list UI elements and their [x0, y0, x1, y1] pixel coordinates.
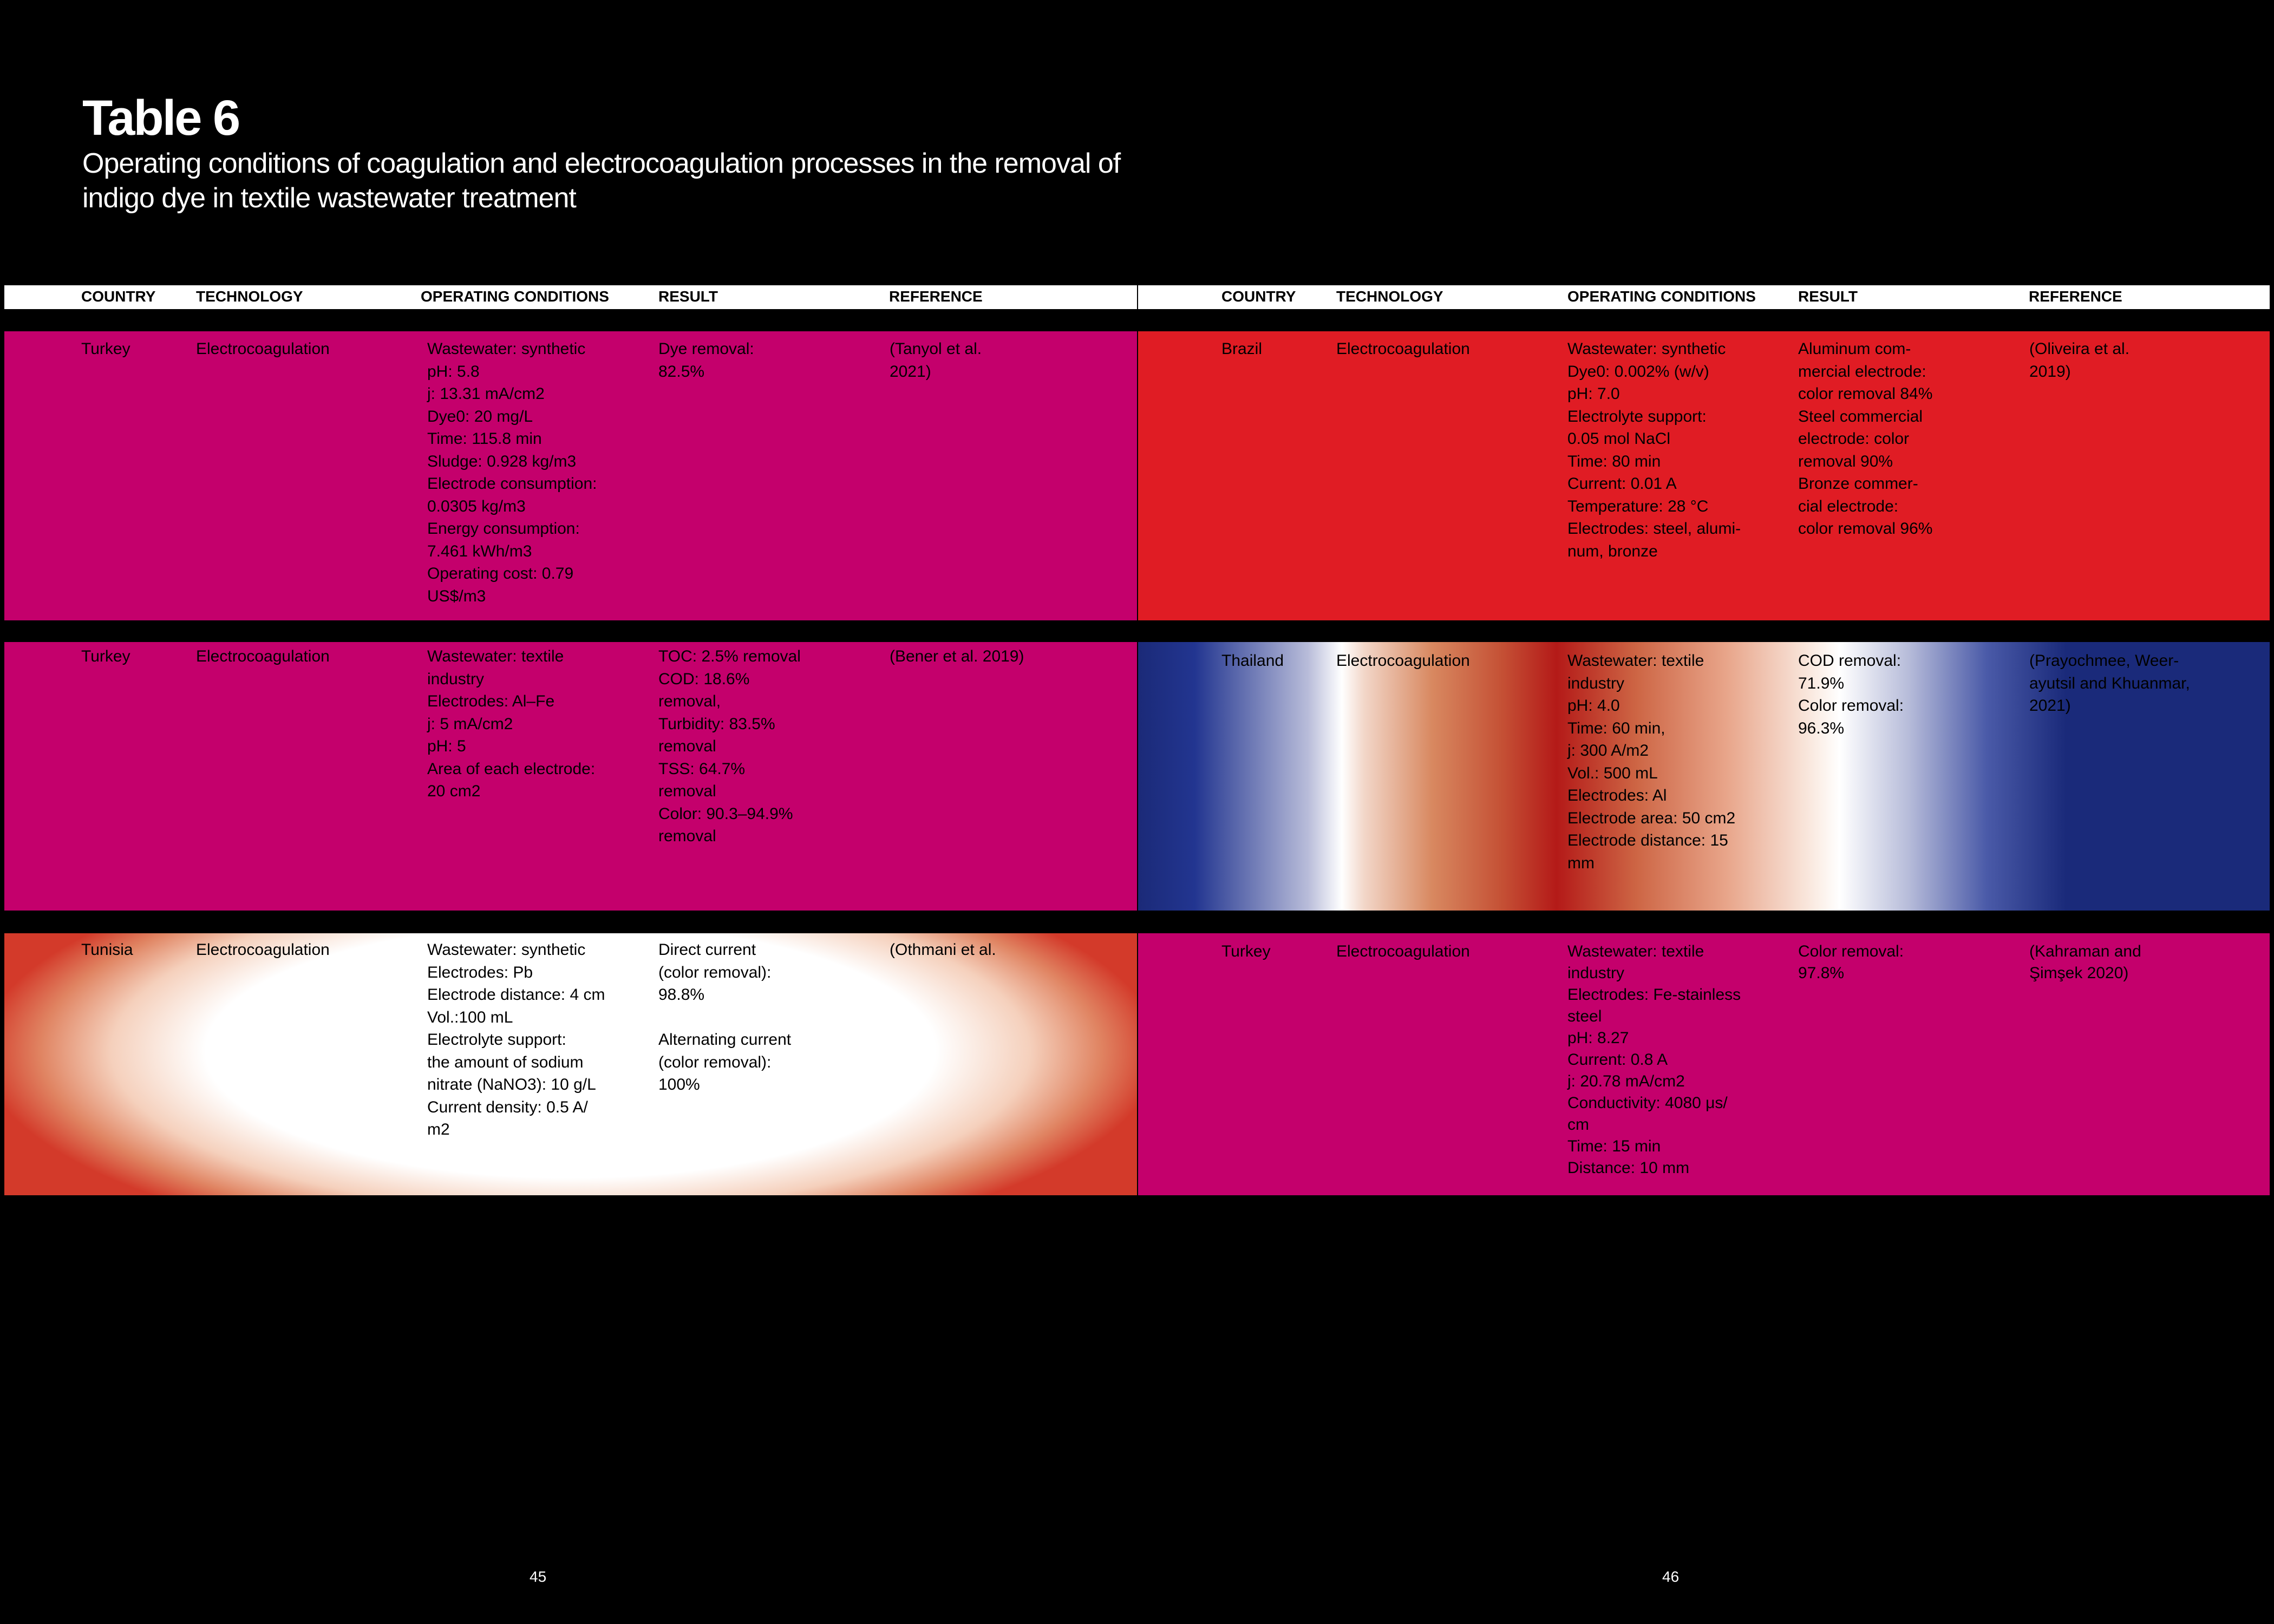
cell-reference: (Prayochmee, Weer- ayutsil and Khuanmar, 2021): [2029, 652, 2190, 715]
cell-reference: (Kahraman and Şimşek 2020): [2029, 942, 2141, 982]
header-country: COUNTRY: [1221, 288, 1296, 305]
table-row-brazil: [1138, 331, 2270, 620]
header-reference: REFERENCE: [2029, 288, 2122, 305]
table-row-turkey-3: [1138, 933, 2270, 1195]
header-operating-conditions: OPERATING CONDITIONS: [421, 288, 609, 305]
cell-technology: Electrocoagulation: [196, 941, 330, 959]
table-header-right: [1138, 285, 2270, 309]
table-title: Table 6: [82, 90, 239, 146]
header-reference: REFERENCE: [889, 288, 983, 305]
cell-reference: (Oliveira et al. 2019): [2029, 340, 2130, 381]
cell-reference: (Tanyol et al. 2021): [890, 340, 982, 381]
cell-result: Direct current (color removal): 98.8% Alternating current (color removal): 100%: [658, 941, 792, 1093]
cell-result: COD removal: 71.9% Color removal: 96.3%: [1798, 652, 1904, 737]
cell-country: Thailand: [1221, 652, 1284, 670]
cell-country: Brazil: [1221, 340, 1263, 358]
header-country: COUNTRY: [81, 288, 156, 305]
cell-country: Turkey: [81, 340, 130, 358]
table-row-thailand: [1138, 642, 2270, 911]
header-technology: TECHNOLOGY: [1336, 288, 1443, 305]
header-operating-conditions: OPERATING CONDITIONS: [1567, 288, 1756, 305]
cell-result: Aluminum com- mercial electrode: color removal 84% Steel commercial electrode: color removal 90% Bronze commer- cial electrode: color removal 96%: [1798, 340, 1933, 538]
table-subtitle: Operating conditions of coagulation and electrocoagulation processes in the removal of indigo dye in textile wastewater treatment: [82, 148, 1121, 214]
cell-country: Turkey: [81, 647, 130, 665]
table-row-turkey-1: [4, 331, 1137, 620]
cell-country: Turkey: [1221, 942, 1271, 960]
table-row-tunisia: [4, 933, 1137, 1195]
cell-reference: (Othmani et al.: [890, 941, 996, 959]
cell-operating-conditions: Wastewater: synthetic Dye0: 0.002% (w/v) pH: 7.0 Electrolyte support: 0.05 mol NaCl Time: 80 min Current: 0.01 A Temperature: 28 °C Electrodes: steel, alumi- num, bronze: [1567, 340, 1741, 560]
cell-country: Tunisia: [81, 941, 133, 959]
cell-technology: Electrocoagulation: [1336, 652, 1470, 670]
cell-operating-conditions: Wastewater: textile industry Electrodes: Fe-stainless steel pH: 8.27 Current: 0.8 A j: 20.78 mA/cm2 Conductivity: 4080 μs/ cm Time: 15 min Distance: 10 mm: [1567, 942, 1741, 1177]
page-number-right: 46: [1662, 1568, 1680, 1585]
cell-technology: Electrocoagulation: [1336, 340, 1470, 358]
cell-operating-conditions: Wastewater: textile industry pH: 4.0 Time: 60 min, j: 300 A/m2 Vol.: 500 mL Electrodes: Al Electrode area: 50 cm2 Electrode distance: 15 mm: [1567, 652, 1736, 872]
table-row-turkey-2: [4, 642, 1137, 911]
cell-result: Color removal: 97.8%: [1798, 942, 1904, 982]
cell-technology: Electrocoagulation: [1336, 942, 1470, 960]
header-technology: TECHNOLOGY: [196, 288, 303, 305]
header-result: RESULT: [1798, 288, 1858, 305]
cell-reference: (Bener et al. 2019): [890, 647, 1024, 665]
header-result: RESULT: [658, 288, 718, 305]
page-number-left: 45: [530, 1568, 547, 1585]
cell-operating-conditions: Wastewater: textile industry Electrodes: Al–Fe j: 5 mA/cm2 pH: 5 Area of each electrode: 20 cm2: [427, 647, 596, 800]
cell-result: TOC: 2.5% removal COD: 18.6% removal, Turbidity: 83.5% removal TSS: 64.7% removal Color: 90.3–94.9% removal: [658, 647, 801, 845]
cell-technology: Electrocoagulation: [196, 647, 330, 665]
cell-operating-conditions: Wastewater: synthetic Electrodes: Pb Electrode distance: 4 cm Vol.:100 mL Electrolyte support: the amount of sodium nitrate (NaNO3): 10 g/L Current density: 0.5 A/ m2: [427, 941, 605, 1138]
cell-operating-conditions: Wastewater: synthetic pH: 5.8 j: 13.31 mA/cm2 Dye0: 20 mg/L Time: 115.8 min Sludge: 0.928 kg/m3 Electrode consumption: 0.0305 kg/m3 Energy consumption: 7.461 kWh/m3 Operating cost: 0.79 US$/m3: [427, 340, 597, 605]
cell-result: Dye removal: 82.5%: [658, 340, 754, 381]
table-header-left: [4, 285, 1137, 309]
cell-technology: Electrocoagulation: [196, 340, 330, 358]
